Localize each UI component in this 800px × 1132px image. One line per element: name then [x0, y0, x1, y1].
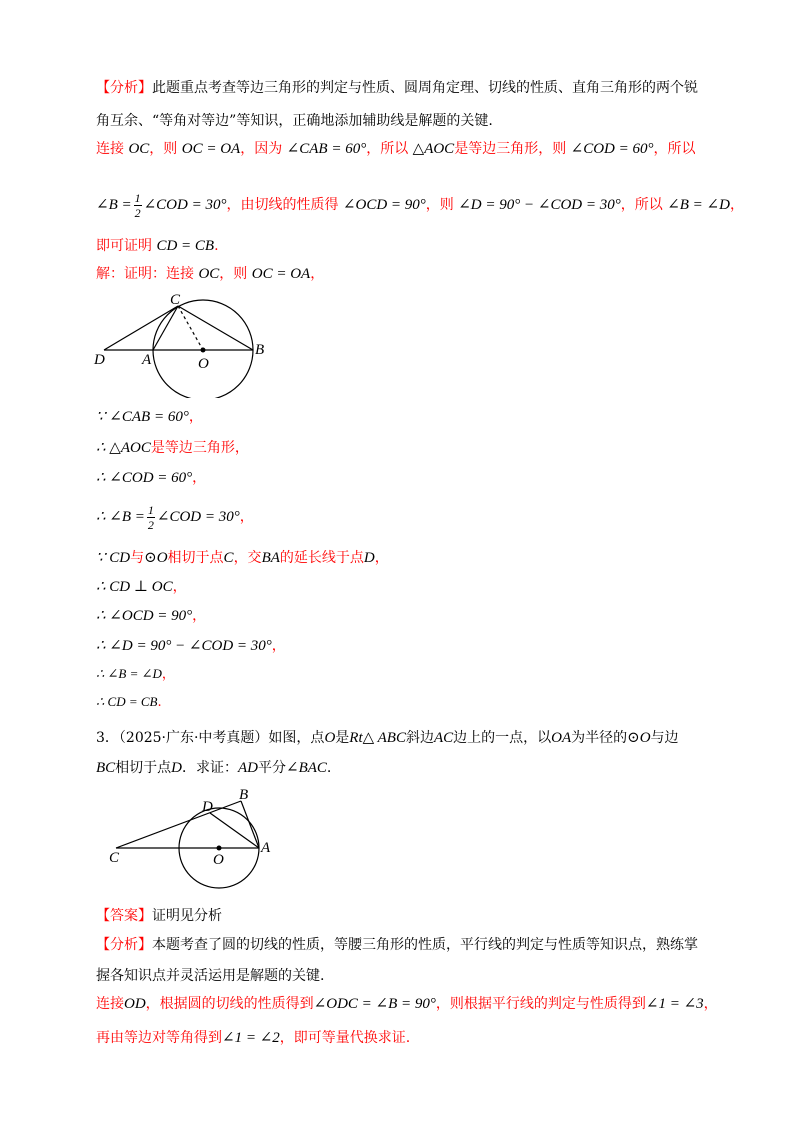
math: ∴ CD ⊥ OC	[96, 579, 173, 595]
text: 与	[130, 550, 145, 566]
step-10	[96, 692, 162, 713]
math: ∠1 = ∠2	[222, 1030, 280, 1046]
analysis1-line5	[96, 236, 219, 256]
text: 是等边三角形，	[150, 440, 249, 456]
step-8	[96, 636, 286, 656]
text: ，	[729, 197, 744, 213]
text: .	[326, 760, 332, 776]
label-c: C	[170, 292, 181, 308]
line-da	[210, 813, 259, 848]
text: ，交	[233, 550, 262, 566]
analysis-tag: 【分析】	[96, 937, 152, 953]
math: OA	[551, 730, 572, 746]
text: ，	[192, 470, 207, 486]
text: 为半径的	[571, 730, 628, 746]
math: ∠1 = ∠3	[645, 996, 704, 1012]
denominator: 2	[147, 517, 154, 532]
fraction-half	[134, 191, 142, 220]
center-dot	[201, 348, 206, 353]
solution-intro	[96, 264, 324, 284]
text: ，则根据平行线的判定与性质得到	[435, 996, 646, 1012]
step-2	[96, 438, 249, 458]
math: BC	[96, 760, 116, 776]
step-9	[96, 664, 175, 685]
step-7	[96, 606, 206, 626]
math: D	[171, 760, 183, 776]
text: 斜边	[405, 730, 434, 746]
text: ，根据圆的切线的性质得到	[145, 996, 314, 1012]
text: ，因为	[240, 141, 283, 157]
label-o: O	[198, 356, 209, 372]
math: CD = CB	[156, 238, 215, 254]
math: ∴ ∠D = 90° − ∠COD = 30°	[96, 638, 272, 654]
math: ⊙O	[144, 550, 168, 566]
analysis1-line3	[96, 139, 696, 159]
math: ∴ △AOC	[96, 440, 151, 456]
text: 相切于点	[167, 550, 224, 566]
analysis2-line4	[96, 1028, 410, 1048]
math: ∠ODC = ∠B = 90°	[313, 996, 436, 1012]
math: ∠OCD = 90°	[342, 197, 426, 213]
text: ，	[172, 579, 187, 595]
line-oc-dashed	[178, 306, 203, 350]
step-4	[96, 500, 254, 534]
text: ，则	[425, 197, 454, 213]
math: AC	[433, 730, 454, 746]
line-cb	[178, 306, 253, 350]
label-b: B	[239, 787, 249, 803]
question3-line2	[96, 758, 331, 778]
label-d: D	[202, 799, 213, 815]
text: 连接	[96, 141, 124, 157]
line-cb	[116, 801, 241, 848]
text: 边上的一点，以	[453, 730, 552, 746]
line-dc	[104, 306, 178, 350]
math: ∠CAB = 60°	[286, 141, 367, 157]
analysis-tag: 【分析】	[96, 80, 152, 96]
text: 连接	[96, 996, 124, 1012]
math: ∴ ∠COD = 60°	[96, 470, 193, 486]
step-5	[96, 548, 389, 568]
text: ，	[239, 509, 254, 525]
label-b: B	[255, 342, 265, 358]
text: ，	[271, 638, 286, 654]
label-a: A	[142, 352, 152, 368]
text: 是等边三角形，则	[454, 141, 567, 157]
text: 解：证明：连接	[96, 266, 194, 282]
text: .	[157, 695, 162, 710]
analysis2-line2	[96, 966, 324, 986]
figure2-diagram	[106, 786, 286, 891]
math: ∴ ∠B =	[96, 509, 145, 525]
text: ．求证：	[182, 760, 239, 776]
math: D	[363, 550, 375, 566]
math: ∠B = ∠D	[667, 197, 730, 213]
text: 与边	[650, 730, 679, 746]
text: ，所以	[620, 197, 663, 213]
text: ，即可等量代换求证.	[279, 1030, 411, 1046]
analysis1-line1	[96, 78, 698, 98]
math: OC	[128, 141, 150, 157]
math: C	[223, 550, 234, 566]
analysis2-text2: 握各知识点并灵活运用是解题的关键.	[96, 968, 325, 984]
math: ∠D = 90° − ∠COD = 30°	[458, 197, 621, 213]
text: 3．（2025·广东·中考真题）如图，点	[96, 730, 325, 746]
text: 即可证明	[96, 238, 152, 254]
text: ，	[703, 996, 718, 1012]
text: ，	[310, 266, 325, 282]
math: ∴ ∠OCD = 90°	[96, 608, 193, 624]
center-dot	[217, 846, 222, 851]
math: ∠COD = 30°	[156, 509, 240, 525]
text: .	[214, 238, 219, 254]
math: OC = OA	[181, 141, 241, 157]
math: OC = OA	[251, 266, 311, 282]
math: Rt△ ABC	[349, 730, 406, 746]
step-1	[96, 407, 203, 427]
math: ∴ CD = CB	[96, 694, 158, 709]
text: ，	[192, 608, 207, 624]
text: 再由等边对等角得到	[96, 1030, 222, 1046]
analysis2-line1	[96, 935, 698, 955]
text: ，	[374, 550, 389, 566]
analysis1-line4	[96, 188, 744, 222]
analysis2-text1: 本题考查了圆的切线的性质，等腰三角形的性质，平行线的判定与性质等知识点，熟练掌	[152, 937, 698, 953]
text: ，	[161, 667, 175, 682]
denominator: 2	[134, 205, 141, 220]
line-ac	[153, 306, 178, 350]
step-3	[96, 468, 206, 488]
math: ∠BAC	[286, 760, 327, 776]
math: △AOC	[412, 141, 455, 157]
math: ∵ CD	[96, 550, 131, 566]
answer-line	[96, 906, 222, 926]
math: ∴ ∠B = ∠D	[96, 666, 162, 681]
math: OC	[198, 266, 220, 282]
text: ，所以	[653, 141, 696, 157]
math: AD	[238, 760, 259, 776]
answer-text: 证明见分析	[152, 908, 222, 924]
fraction-half	[147, 503, 155, 532]
text: 平分	[258, 760, 287, 776]
math: ∠COD = 30°	[143, 197, 227, 213]
text: ，则	[149, 141, 178, 157]
analysis1-text2: 角互余、“等角对等边”等知识，正确地添加辅助线是解题的关键.	[96, 113, 493, 129]
analysis1-text1: 此题重点考查等边三角形的判定与性质、圆周角定理、切线的性质、直角三角形的两个锐	[152, 80, 698, 96]
text: ，由切线的性质得	[226, 197, 339, 213]
math: OD	[124, 996, 146, 1012]
label-a: A	[261, 840, 271, 856]
text: ，则	[219, 266, 248, 282]
text: 是	[335, 730, 350, 746]
text: ，	[188, 409, 203, 425]
numerator: 1	[147, 502, 154, 517]
analysis2-line3	[96, 994, 718, 1014]
text: ，所以	[366, 141, 409, 157]
math: ∠B =	[96, 197, 132, 213]
math: ⊙O	[627, 730, 651, 746]
label-o: O	[213, 852, 224, 868]
math: ∵ ∠CAB = 60°	[96, 409, 189, 425]
answer-tag: 【答案】	[96, 908, 152, 924]
math: BA	[261, 550, 280, 566]
math: ∠COD = 60°	[570, 141, 654, 157]
step-6	[96, 577, 187, 597]
analysis1-line2	[96, 111, 493, 131]
figure1-diagram	[90, 288, 280, 398]
text: 的延长线于点	[279, 550, 364, 566]
label-c: C	[109, 850, 120, 866]
question3-line1	[96, 728, 679, 748]
label-d: D	[94, 352, 105, 368]
text: 相切于点	[115, 760, 172, 776]
math: O	[324, 730, 336, 746]
numerator: 1	[134, 190, 141, 205]
